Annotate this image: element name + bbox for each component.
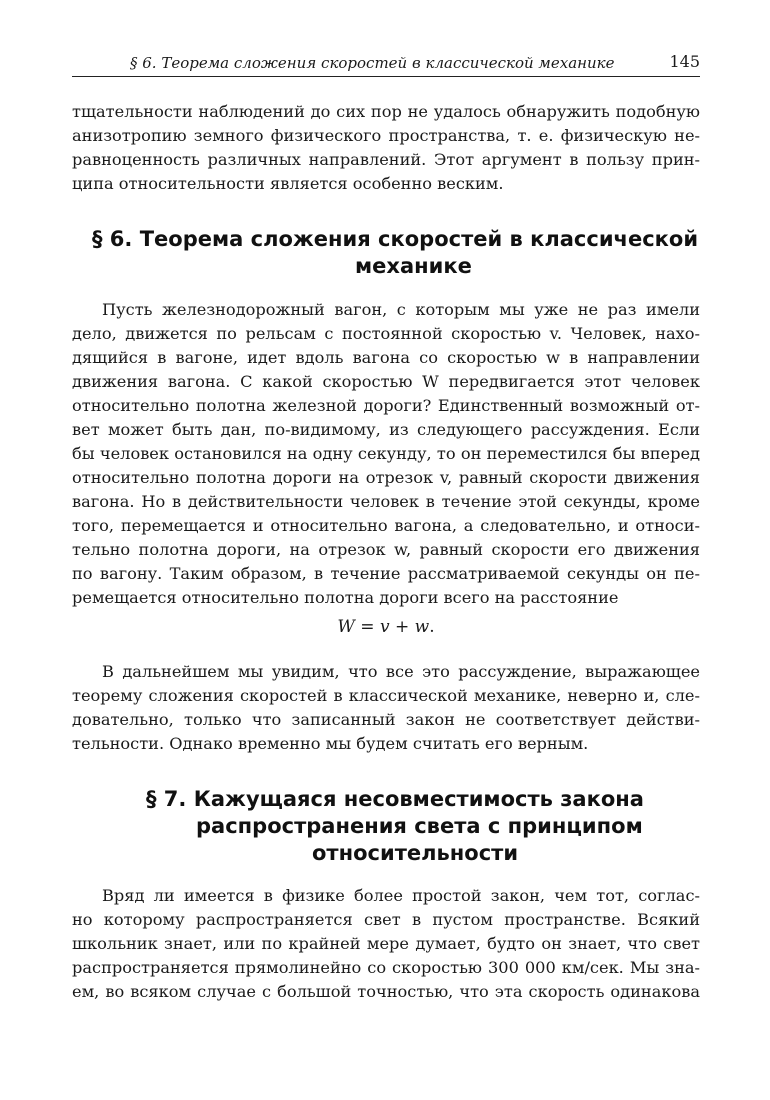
text-line: распространяется прямолинейно со скоростью 300 000 км/сек. Мы зна- <box>72 958 700 977</box>
text-line: дело, движется по рельсам с постоянной скоростью v. Человек, нахо- <box>72 324 700 343</box>
header-section-title: § 6. Теорема сложения скоростей в классической механике <box>130 54 615 72</box>
text-line: тельно полотна дороги, на отрезок w, равный скорости его движения <box>72 540 700 559</box>
text-line: вет может быть дан, по-видимому, из следующего рассуждения. Если <box>72 420 700 439</box>
text-line: дящийся в вагоне, идет вдоль вагона со скоростью w в направлении <box>72 348 700 367</box>
formula-lhs: W <box>337 617 355 637</box>
velocity-addition-formula <box>72 617 700 637</box>
section-7-title-line3: относительности <box>312 841 519 865</box>
text-line: школьник знает, или по крайней мере думает, будто он знает, что свет <box>72 934 700 953</box>
running-header <box>72 52 700 77</box>
section-6-title-line1: § 6. Теорема сложения скоростей в классической <box>92 227 699 251</box>
text-line: Вряд ли имеется в физике более простой закон, чем тот, соглас- <box>102 886 700 905</box>
section-7-title-line2: распространения света с принципом <box>196 814 643 838</box>
intro-paragraph <box>72 100 700 196</box>
text-line: ципа относительности является особенно веским. <box>72 174 504 193</box>
text-line: относительно полотна железной дороги? Единственный возможный от- <box>72 396 700 415</box>
text-line: теорему сложения скоростей в классической механике, неверно и, сле- <box>72 686 700 705</box>
text-line: Пусть железнодорожный вагон, с которым мы уже не раз имели <box>102 300 700 319</box>
text-line: вагона. Но в действительности человек в течение этой секунды, кроме <box>72 492 700 511</box>
section-6-title-line2: механике <box>355 254 472 278</box>
section-7-title-line1: § 7. Кажущаяся несовместимость закона <box>146 787 644 811</box>
paragraph-later <box>72 660 700 756</box>
text-line: ем, во всяком случае с большой точностью, что эта скорость одинакова <box>72 982 700 1001</box>
text-line: бы человек остановился на одну секунду, то он переместился бы вперед <box>72 444 700 463</box>
text-line: того, перемещается и относительно вагона, а следовательно, и относи- <box>72 516 700 535</box>
formula-term-w: w <box>414 617 430 637</box>
formula-plus: + <box>389 617 415 637</box>
text-line: довательно, только что записанный закон не соответствует действи- <box>72 710 700 729</box>
text-line: относительно полотна дороги на отрезок v, равный скорости движения <box>72 468 700 487</box>
text-line: но которому распространяется свет в пустом пространстве. Всякий <box>72 910 700 929</box>
text-line: В дальнейшем мы увидим, что все это рассуждение, выражающее <box>102 662 700 681</box>
text-line: тщательности наблюдений до сих пор не удалось обнаружить подобную <box>72 102 700 121</box>
text-line: по вагону. Таким образом, в течение рассматриваемой секунды он пе- <box>72 564 700 583</box>
formula-equals: = <box>354 617 380 637</box>
text-line: ремещается относительно полотна дороги всего на расстояние <box>72 588 619 607</box>
paragraph-light <box>72 884 700 1004</box>
text-line: тельности. Однако временно мы будем считать его верным. <box>72 734 589 753</box>
text-line: движения вагона. С какой скоростью W передвигается этот человек <box>72 372 700 391</box>
formula-term-v: v <box>379 617 390 637</box>
formula-period: . <box>429 617 435 637</box>
paragraph-wagon <box>72 298 700 610</box>
page-number: 145 <box>669 52 700 71</box>
text-line: равноценность различных направлений. Этот аргумент в пользу прин- <box>72 150 700 169</box>
text-line: анизотропию земного физического пространства, т. е. физическую не- <box>72 126 700 145</box>
